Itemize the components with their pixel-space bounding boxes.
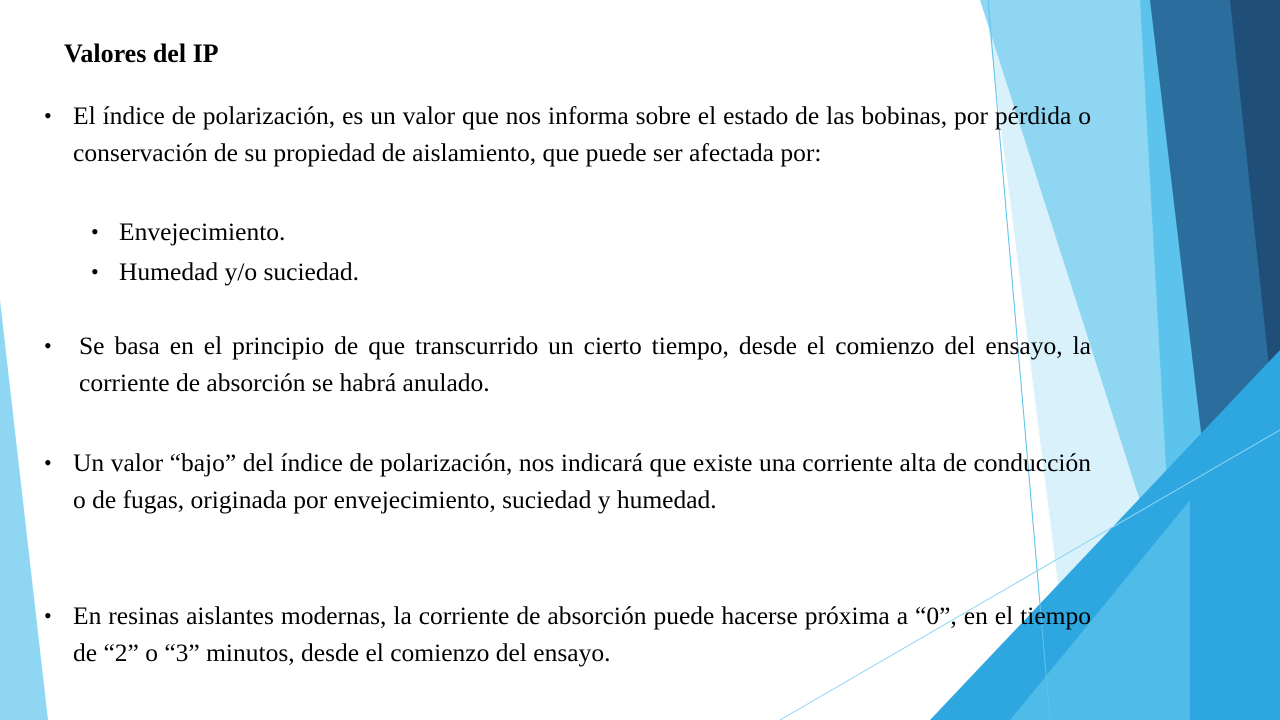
bullet-text-4: En resinas aislantes modernas, la corriente de absorción puede hacerse próxima a “0”, en el tiempo de “2” o “3” minutos, desde el comienzo del ensayo. <box>73 601 1091 667</box>
sub-bullet-marker-2: • <box>91 259 99 284</box>
bullet-text-1: El índice de polarización, es un valor que nos informa sobre el estado de las bobinas, por pérdida o conservación de su propiedad de aislamiento, que puede ser afectada por: <box>73 101 1091 167</box>
slide-title: Valores del IP <box>64 39 219 68</box>
bullet-marker-3: • <box>44 450 52 475</box>
bullet-marker-4: • <box>44 603 52 628</box>
sub-bullet-marker-1: • <box>91 219 99 244</box>
bullet-text-3: Un valor “bajo” del índice de polarización, nos indicará que existe una corriente alta de conducción o de fugas, originada por envejecimiento, suciedad y humedad. <box>73 448 1091 514</box>
bullet-text-2: Se basa en el principio de que transcurrido un cierto tiempo, desde el comienzo del ensayo, la corriente de absorción se habrá anulado. <box>79 331 1091 397</box>
bullet-marker-1: • <box>44 103 52 128</box>
sub-item-humidity: Humedad y/o suciedad. <box>119 257 360 286</box>
sub-item-aging: Envejecimiento. <box>119 217 286 246</box>
bullet-marker-2: • <box>44 333 52 358</box>
